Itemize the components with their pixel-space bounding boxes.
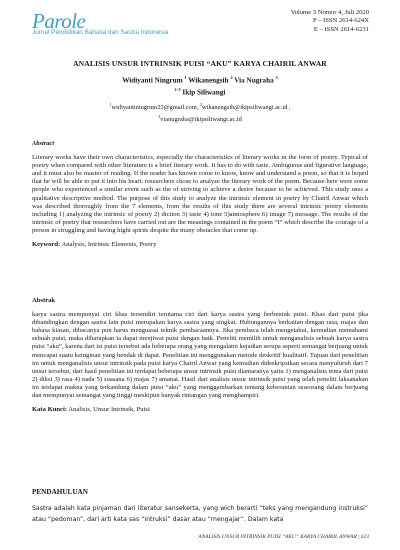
email-superscript: 1 [109, 102, 112, 107]
keywords-label: Keyword: [32, 241, 61, 249]
logo-wordmark: Parole [32, 9, 86, 33]
author-superscript: 2 [230, 75, 233, 80]
abstract-indonesian [32, 297, 368, 414]
author-email: wikanengsih@ikipsiliwangi.ac.id , [202, 104, 291, 112]
author-name: Via Nugraha [234, 76, 274, 85]
author-name: Widiyanti Ningrum [122, 76, 183, 85]
keywords-line [32, 241, 368, 249]
email-block [0, 101, 400, 125]
author-superscript: 3 [275, 75, 278, 80]
section-heading: PENDAHULUAN [32, 488, 88, 496]
affiliation-name: Ikip Siliwangi [182, 88, 226, 97]
print-issn: P – ISSN 2614-624X [313, 17, 369, 25]
email-superscript: 3 [158, 113, 161, 119]
email-superscript: 2 [199, 102, 202, 107]
abstrak-text: karya sastra mempunyai ciri khas tersendiri terutama ciri dari karya sastra yang berbentuk puisi. Khas dari puisi jika dibandingkan dengan sastra lain puisi merupakan karya sastra yang singkat. Hubungannya berkaitan dengan rasa, majas dan bahasa kiasan, dibacanya pun harus menguasai teknik pembacaannya. Jika pembaca telah mengetahui, kemudian memahami sebuah puisi, maka diharapkan ia dapat menjiwai puisi dengan baik. Peneliti memilih untuk menganalisis sebuah karya sastra puisi “aku”, karena dari isi puisi tersebut ada beberapa orang yang mengalami kejadian serupa seperti semangat berjuang untuk mencapai suatu keinginan yang hendak di dapat. Penelitian ini menggunakan metode deskritif kualitatif. Tujuan dari penelitian ini untuk menganalisis unsur intrinsik pada puisi karya Chairil Anwar yang kemudian dideskripsikan secara menyuluruh dari 7 unsur tersebut, dari hasil penelitian ini terdapat beberapa unsur intrinsik puisi diantaranya yaitu 1) menganalisis tema dari puisi 2) diksi 3) rasa 4) nada 5) suasana 6) majas 7) amanat. Hasil dari analisis unsur intrinsik puisi yang telah peneliti laksanakan ini terdapat makna yang terkandung dalam puisi “aku” yang menggambarkan tentang keberanian seseorang dalam berjuang dan mempunyai semangat yang tinggi meskipun banyak rintangan yang menghampiri. [32, 311, 368, 400]
volume-info [291, 9, 369, 34]
paper-title: ANALISIS UNSUR INTRINSIK PUISI “AKU” KARYA CHAIRIL ANWAR [73, 59, 327, 68]
author-superscript: 1 [184, 75, 187, 80]
volume-number: Volume 3 Nomor 4, Juli 2020 [290, 9, 369, 16]
author-block [0, 73, 400, 98]
journal-header [0, 0, 400, 48]
kata-kunci-text: Analisis, Unsur Intrinsik, Puisi [66, 406, 150, 414]
electronic-issn: E – ISSN 2614-6231 [313, 25, 369, 33]
abstract-english [32, 140, 368, 249]
affiliation-superscript: 1-3 [174, 87, 181, 93]
author-name: Wikanengsih [188, 76, 229, 85]
abstract-heading: Abstract [32, 140, 55, 147]
kata-kunci-label: Kata Kunci: [32, 406, 67, 414]
body-paragraph: Sastra adalah kata pinjaman dari literatur sansekerta, yang wich berarti “teks yang mengandung instruksi” atau “pedoman”, dari arti kata sas “intruksi” dasar atau “mengajar”. Dalam kata [32, 505, 368, 523]
author-names [0, 73, 400, 85]
logo-subtitle: Jurnal Pendidikan Bahasa dan Sastra Indonesia [32, 29, 169, 36]
journal-logo [32, 10, 168, 37]
author-email: widiyantiningrum23@gmail.com, [111, 104, 200, 112]
author-email: vianugraha@ikipsiliwangi.ac.id [160, 116, 242, 124]
abstrak-heading: Abstrak [32, 297, 56, 304]
kata-kunci-line [32, 406, 368, 414]
running-footer: ANALISIS UNSUR INTRINSIK PUISI “AKU” KARYA CHAIRIL ANWAR | 623 [198, 534, 369, 540]
abstract-text: Literary works have their own characteristics, especially the characteristics of literary works in the form of poetry. Typical of poetry when compared with other literature is a brief literary work. It has to do with taste. Ambiguous and figurative language, and it must also be master of reading. If the reader has known come to know, know and understand a poem, so that it is hoped that he will be able to put it into his heart. researchers chose to analyze the literary work of the poem. Because here were some people who experienced a similar event such as the of striving to achieve a desire because to be achieved. This study uses a qualitative descriptive method. The purpose of this study to analyze the intrinsic element in poetry by Chairil Anwar which was described thoroughly from the 7 elements, from the results of this study there are several intrinsic poetry elements including 1) analyzing the intrinsic of poetry 2) diction 3) taste 4) tone 5)atmosphere 6) image 7) message. The results of the intrinsic of poetry that researchers have carried out are the meanings contained in the poem “I” which describe the courage of a person in struggling and having hight spirits despite the many obstacles that come up. [32, 154, 368, 234]
keywords-text: Analysis, Intrinsic Elements, Poetry [60, 241, 157, 249]
affiliation [0, 85, 400, 97]
